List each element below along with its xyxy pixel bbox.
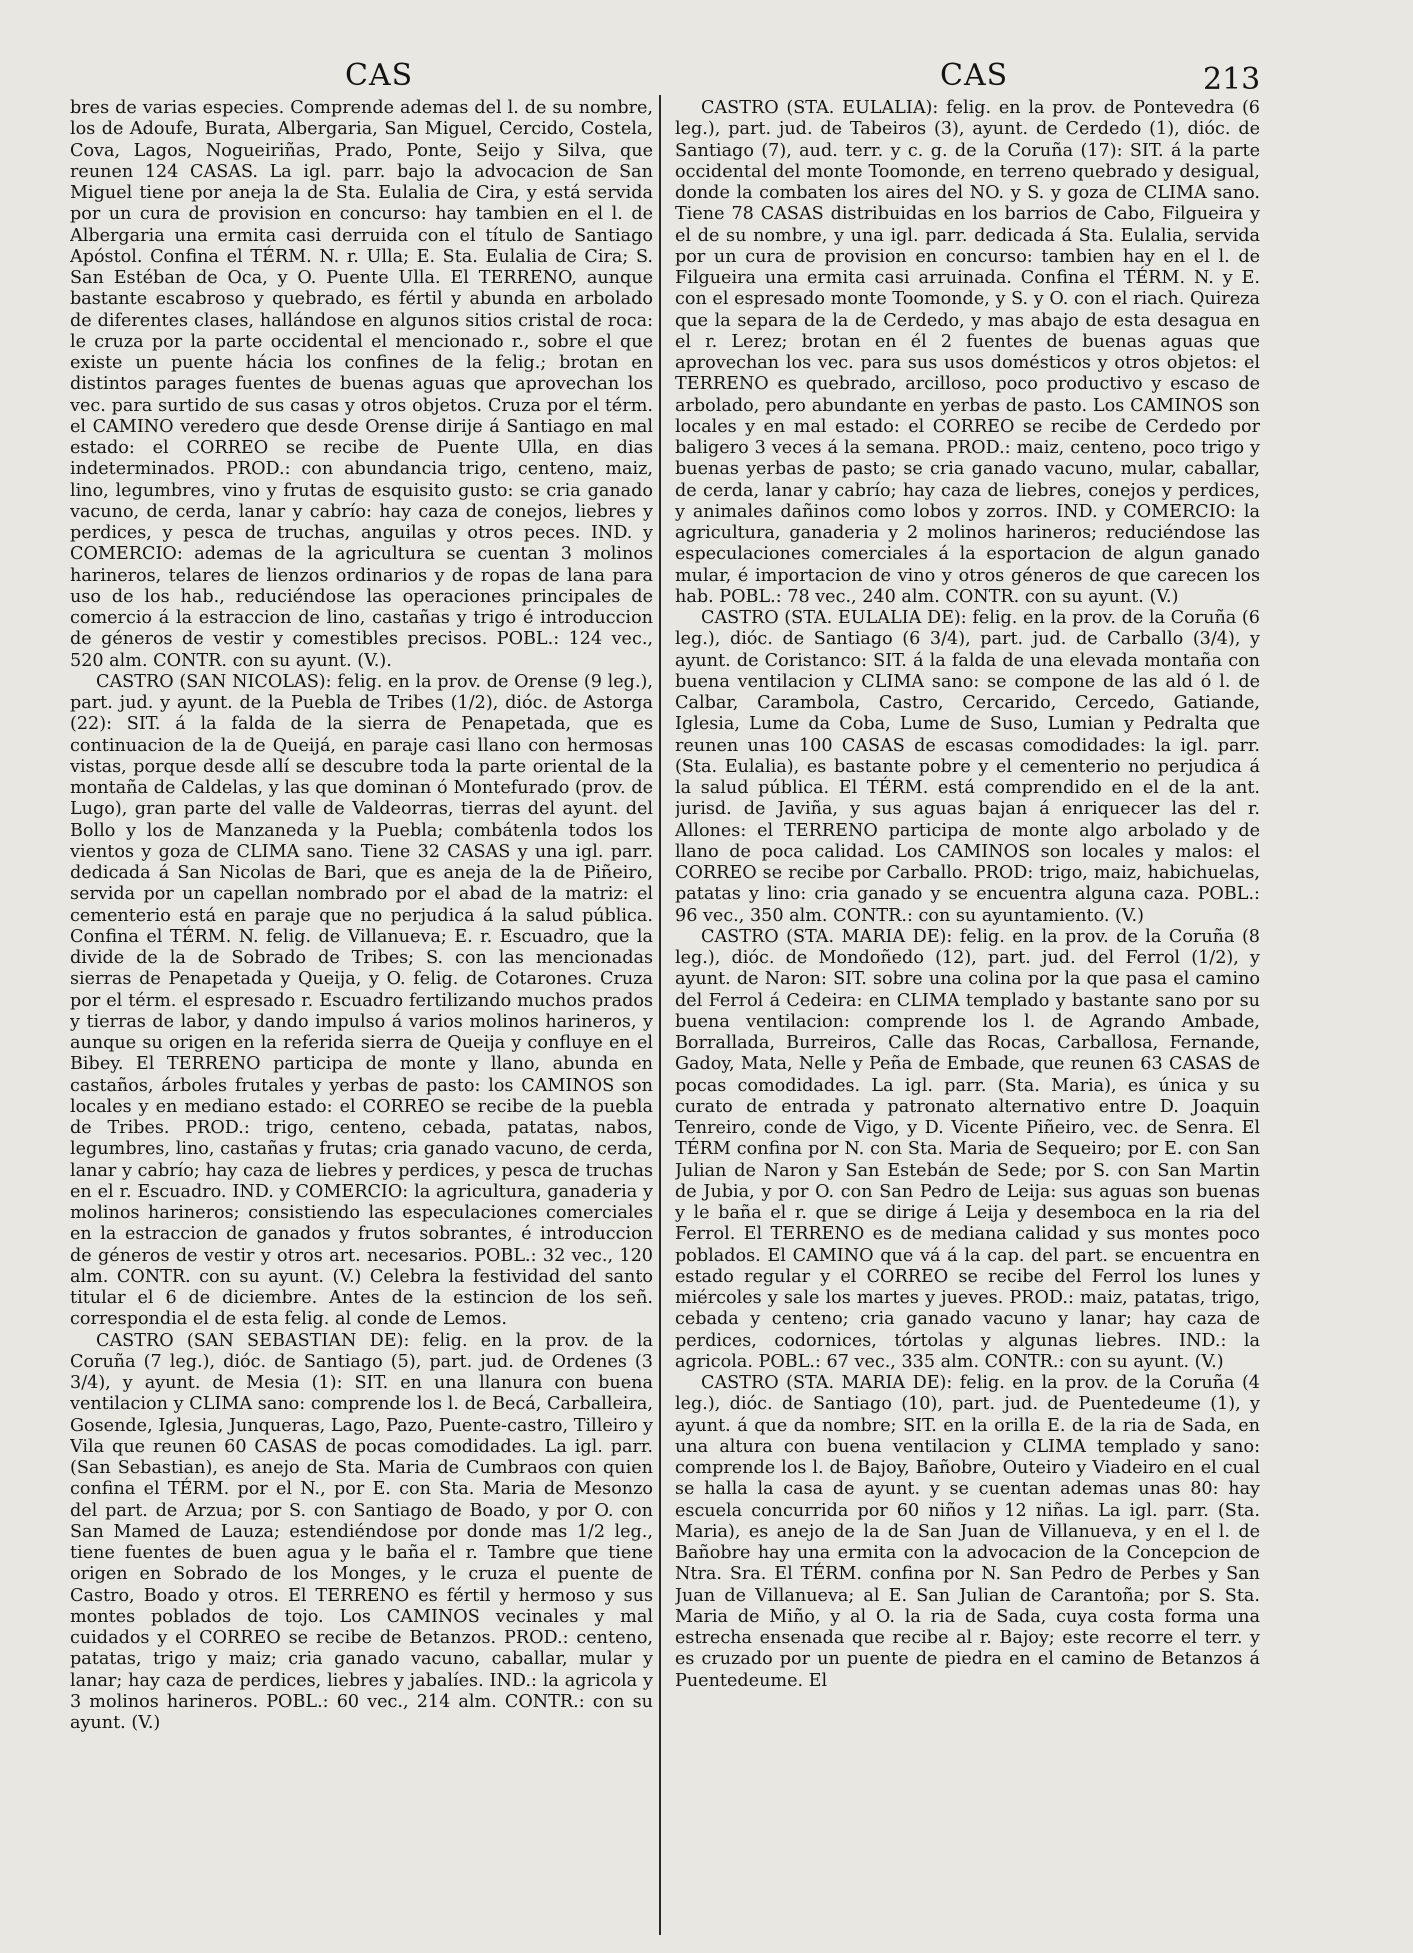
entry-castro-sta-eulalia-coruna: CASTRO (STA. EULALIA DE): felig. en la prov. de la Coruña (6 leg.), dióc. de Santiago (6 3/4), part. jud. de Carballo (3/4), y ayunt. de Coristanco: SIT. á la falda de una elevada montaña con buena ventilacion y CLIMA sano: se compone de las ald ó l. de Calbar, Carambola, Castro, Cercarido, Cercedo, Gatiande, Iglesia, Lume da Coba, Lume de Suso, Lumian y Pedralta que reunen unas 100 CASAS de escasas comodidades: la igl. parr. (Sta. Eulalia), es bastante pobre y el cementerio no perjudica á la salud pública. El TÉRM. está comprendido en el de la ant. jurisd. de Javiña, y sus aguas bajan á enriquecer las del r. Allones: el TERRENO participa de monte algo arbolado y de llano de poca calidad. Los CAMINOS son locales y malos: el CORREO se recibe por Carballo. PROD: trigo, maiz, habichuelas, patatas y lino: cria ganado y se encuentra alguna caza. POBL.: 96 vec., 350 alm. CONTR.: con su ayuntamiento. (V.) [675, 608, 1260, 926]
entry-castro-san-nicolas: CASTRO (SAN NICOLAS): felig. en la prov. de Orense (9 leg.), part. jud. y ayunt. de la Puebla de Tribes (1/2), dióc. de Astorga (22): SIT. á la falda de la sierra de Penapetada, que es continuacion de la de Queijá, en paraje casi llano con hermosas vistas, porque desde allí se descubre toda la parte oriental de la montaña de Caldelas, y las que dominan ó Montefurado (prov. de Lugo), gran parte del valle de Valdeorras, tierras del ayunt. del Bollo y los de Manzaneda y la Puebla; combátenla todos los vientos y goza de CLIMA sano. Tiene 32 CASAS y una igl. parr. dedicada á San Nicolas de Bari, que es aneja de la de Piñeiro, servida por un capellan nombrado por el abad de la matriz: el cementerio está en paraje que no perjudica á la salud pública. Confina el TÉRM. N. felig. de Villanueva; E. r. Escuadro, que la divide de la de Sobrado de Tribes; S. con las mencionadas sierras de Penapetada y Queija, y O. felig. de Cotarones. Cruza por el térm. el espresado r. Escuadro fertilizando muchos prados y tierras de labor, y dando impulso á varios molinos harineros, y aunque su origen en la referida sierra de Queija y confluye en el Bibey. El TERRENO participa de monte y llano, abunda en castaños, árboles frutales y yerbas de pasto: los CAMINOS son locales y en mediano estado: el CORREO se recibe de la puebla de Tribes. PROD.: trigo, centeno, cebada, patatas, nabos, legumbres, lino, castañas y frutas; cria ganado vacuno, de cerda, lanar y cabrío; hay caza de liebres y perdices, y pesca de truchas en el r. Escuadro. IND. y COMERCIO: la agricultura, ganaderia y molinos harineros; consistiendo las especulaciones comerciales en la estraccion de ganados y frutos sobrantes, é introduccion de géneros de vestir y otros art. necesarios. POBL.: 32 vec., 120 alm. CONTR. con su ayunt. (V.) Celebra la festividad del santo titular el 6 de diciembre. Antes de la estincion de los señ. correspondia el de esta felig. al conde de Lemos. [70, 671, 653, 1330]
page-number: 213 [1203, 62, 1261, 97]
entry-continuation: bres de varias especies. Comprende ademas del l. de su nombre, los de Adoufe, Burata, Albergaria, San Miguel, Cercido, Costela, Cova, Lagos, Nogueiriñas, Prado, Ponte, Seijo y Silva, que reunen 124 CASAS. La igl. parr. bajo la advocacion de San Miguel tiene por aneja la de Sta. Eulalia de Cira, y está servida por un cura de provision en concurso: hay tambien en el l. de Albergaria una ermita casi derruida con el título de Santiago Apóstol. Confina el TÉRM. N. r. Ulla; E. Sta. Eulalia de Cira; S. San Estéban de Oca, y O. Puente Ulla. El TERRENO, aunque bastante escabroso y quebrado, es fértil y abunda en arbolado de diferentes clases, hallándose en algunos sitios cristal de roca: le cruza por la parte occidental el mencionado r., sobre el que existe un puente hácia los confines de la felig.; brotan en distintos parages fuentes de buenas aguas que aprovechan los vec. para surtido de sus casas y otros objetos. Cruza por el térm. el CAMINO veredero que desde Orense dirije á Santiago en mal estado: el CORREO se recibe de Puente Ulla, en dias indeterminados. PROD.: con abundancia trigo, centeno, maiz, lino, legumbres, vino y frutas de esquisito gusto: se cria ganado vacuno, de cerda, lanar y cabrío: hay caza de conejos, liebres y perdices, y pesca de truchas, anguilas y otros peces. IND. y COMERCIO: ademas de la agricultura se cuentan 3 molinos harineros, telares de lienzos ordinarios y de ropas de lana para uso de los hab., reduciéndose las operaciones principales de comercio á la estraccion de lino, castañas y trigo é introduccion de géneros de vestir y comestibles precisos. POBL.: 124 vec., 520 alm. CONTR. con su ayunt. (V.). [70, 98, 653, 671]
entry-castro-sta-maria-sada: CASTRO (STA. MARIA DE): felig. en la prov. de la Coruña (4 leg.), dióc. de Santiago (10), part. jud. de Puentedeume (1), y ayunt. á que da nombre; SIT. en la orilla E. de la ria de Sada, en una altura con buena ventilacion y CLIMA templado y sano: comprende los l. de Bajoy, Bañobre, Outeiro y Viadeiro en el cual se halla la casa de ayunt. y se cuentan ademas unas 80: hay escuela concurrida por 60 niños y 12 niñas. La igl. parr. (Sta. Maria), es anejo de la de San Juan de Villanueva, y en el l. de Bañobre hay una ermita con la advocacion de la Concepcion de Ntra. Sra. El TÉRM. confina por N. San Pedro de Perbes y San Juan de Villanueva; al E. San Julian de Carantoña; por S. Sta. Maria de Miño, y al O. la ria de Sada, cuya costa forma una estrecha ensenada que recibe al r. Bajoy; este recorre el terr. y es cruzado por un puente de piedra en el camino de Betanzos á Puentedeume. El [675, 1373, 1260, 1691]
entry-castro-san-sebastian: CASTRO (SAN SEBASTIAN DE): felig. en la prov. de la Coruña (7 leg.), dióc. de Santiago (5), part. jud. de Ordenes (3 3/4), y ayunt. de Mesia (1): SIT. en una llanura con buena ventilacion y CLIMA sano: comprende los l. de Becá, Carballeira, Gosende, Iglesia, Junqueras, Lago, Pazo, Puente-castro, Tilleiro y Vila que reunen 60 CASAS de pocas comodidades. La igl. parr. (San Sebastian), es anejo de Sta. Maria de Cumbraos con quien confina el TÉRM. por el N., por E. con Sta. Maria de Mesonzo del part. de Arzua; por S. con Santiago de Boado, y por O. con San Mamed de Lauza; estendiéndose por donde mas 1/2 leg., tiene fuentes de buen agua y le baña el r. Tambre que tiene origen en Sobrado de los Monges, y le cruza el puente de Castro, Boado y otros. El TERRENO es fértil y hermoso y sus montes poblados de tojo. Los CAMINOS vecinales y mal cuidados y el CORREO se recibe de Betanzos. PROD.: centeno, patatas, trigo y maiz; cria ganado vacuno, caballar, mular y lanar; hay caza de perdices, liebres y jabalíes. IND.: la agricola y 3 molinos harineros. POBL.: 60 vec., 214 alm. CONTR.: con su ayunt. (V.) [70, 1330, 653, 1733]
left-column [70, 98, 653, 1938]
entry-castro-sta-eulalia-pontevedra: CASTRO (STA. EULALIA): felig. en la prov. de Pontevedra (6 leg.), part. jud. de Tabeiros (3), ayunt. de Cerdedo (1), dióc. de Santiago (7), aud. terr. y c. g. de la Coruña (17): SIT. á la parte occidental del monte Toomonde, en terreno quebrado y desigual, donde la combaten los aires del NO. y S. y goza de CLIMA sano. Tiene 78 CASAS distribuidas en los barrios de Cabo, Filgueira y el de su nombre, y una igl. parr. dedicada á Sta. Eulalia, servida por un cura de provision en concurso: tambien hay en el l. de Filgueira una ermita casi arruinada. Confina el TÉRM. N. y E. con el espresado monte Toomonde, y S. y O. con el riach. Quireza que la separa de la de Cerdedo, y mas abajo de esta desagua en el r. Lerez; brotan en él 2 fuentes de buenas aguas que aprovechan los vec. para sus usos domésticos y otros objetos: el TERRENO es quebrado, arcilloso, poco productivo y escaso de arbolado, pero abundante en yerbas de pasto. Los CAMINOS son locales y en mal estado: el CORREO se recibe de Cerdedo por baligero 3 veces á la semana. PROD.: maiz, centeno, poco trigo y buenas yerbas de pasto; se cria ganado vacuno, mular, caballar, de cerda, lanar y cabrío; hay caza de liebres, conejos y perdices, y animales dañinos como lobos y zorros. IND. y COMERCIO: la agricultura, ganaderia y 2 molinos harineros; reduciéndose las especulaciones comerciales á la esportacion de algun ganado mular, é importacion de vino y otros géneros de que carecen los hab. POBL.: 78 vec., 240 alm. CONTR. con su ayunt. (V.) [675, 98, 1260, 607]
running-head-right: CAS [940, 58, 1009, 93]
entry-castro-sta-maria-naron: CASTRO (STA. MARIA DE): felig. en la prov. de la Coruña (8 leg.), dióc. de Mondoñedo (12), part. jud. del Ferrol (1/2), y ayunt. de Naron: SIT. sobre una colina por la que pasa el camino del Ferrol á Cedeira: en CLIMA templado y bastante sano por su buena ventilacion: comprende los l. de Agrando Ambade, Borrallada, Burreiros, Calle das Rocas, Carballosa, Fernande, Gadoy, Mata, Nelle y Peña de Embade, que reunen 63 CASAS de pocas comodidades. La igl. parr. (Sta. Maria), es única y su curato de entrada y patronato alternativo entre D. Joaquin Tenreiro, conde de Vigo, y D. Vicente Piñeiro, vec. de Senra. El TÉRM confina por N. con Sta. Maria de Sequeiro; por E. con San Julian de Naron y San Estebán de Sede; por S. con San Martin de Jubia, y por O. con San Pedro de Leija: sus aguas son buenas y le baña el r. que se dirige á Leija y desemboca en la ria del Ferrol. El TERRENO es de mediana calidad y sus montes poco poblados. El CAMINO que vá á la cap. del part. se encuentra en estado regular y el CORREO se recibe del Ferrol los lunes y miércoles y sale los martes y jueves. PROD.: maiz, patatas, trigo, cebada y centeno; cria ganado vacuno y lanar; hay caza de perdices, codornices, tórtolas y algunas liebres. IND.: la agricola. POBL.: 67 vec., 335 alm. CONTR.: con su ayunt. (V.) [675, 926, 1260, 1372]
running-head-left: CAS [345, 58, 414, 93]
right-column [675, 98, 1260, 1938]
column-divider [659, 95, 661, 1935]
